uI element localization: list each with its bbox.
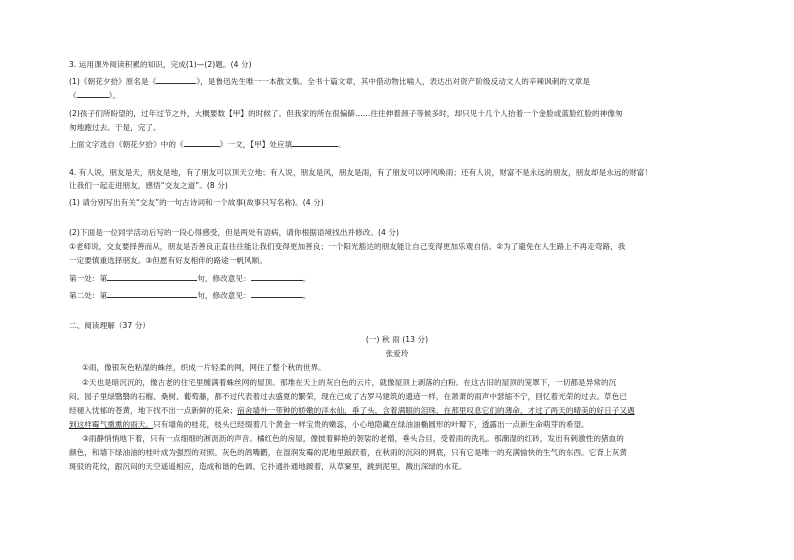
q3-part1-line1 [69, 75, 590, 87]
q4-fix2-a: 第二处：第 [69, 291, 108, 300]
reading-para2-line4 [69, 419, 589, 430]
q4-fix1-blank-advice[interactable] [251, 272, 303, 281]
reading-para2-line2: 闷。园子里绿翳翳的石榴、桑树、葡萄藤，都不过代表着过去盛夏的繁荣，现在已成了古罗马建筑的遗迹一样，在萧萧的雨声中瑟缩不宁，回忆着光荣的过去。草色已 [69, 392, 627, 401]
q4-sub1: (1) 请分别写出有关“交友”的一句古诗词和一个故事(故事只写名称)。(4 分) [69, 198, 324, 207]
q4-sub2: (2)下面是一位同学活动后写的一段心得感受，但是两处有语病，请你根据语境找出并修改。(4 分) [69, 228, 400, 237]
reading-para3-line3: 斑驳的花纹，跟沉闷的天空遥遥相应，造成和谐的色调。它扑通扑通地踱着，从草窠里，跳到泥里，溅出深绿的水花。 [69, 462, 467, 471]
q4-intro-line2: 让我们一起走进朋友，感悟“交友之道”。(8 分) [69, 181, 228, 190]
q3-p2-blank-title[interactable] [184, 138, 220, 147]
q3-p2-text-b: 》一文，【甲】处应填 [219, 140, 293, 149]
q4-fix1-blank-sentence[interactable] [107, 272, 197, 281]
q3-p1-blank-article[interactable] [77, 89, 109, 98]
q3-part1-line2 [69, 89, 120, 101]
q4-fix1-c: 。 [302, 274, 311, 283]
q4-fix1-b: 句，修改意见： [197, 274, 251, 283]
reading-para2-line1: ②天也是暗沉沉的，像古老的住宅里缠满着蛛丝网的屋顶。那堆在天上的灰白色的云片，就像屋顶上剥落的白粉。在这古旧的屋顶的笼罩下，一切都是异常的沉 [82, 378, 617, 387]
reading-subtitle: (一) 秋 雨 (13 分) [365, 335, 429, 344]
q3-p1-text-d: 》。 [108, 91, 121, 100]
para2-line3-underlined: 宿舍墙外一带种的娇嫩的洋水仙，垂了头，含着满眼的泪珠，在那里叹息它们的薄命，才过了两天的晴美的好日子又遇 [237, 406, 635, 415]
para2-line4-underlined: 到这样霉气熏熏的雨天。 [69, 420, 154, 429]
reading-para3-line1: ③雨静悄悄地下着，只有一点细细的淅沥沥的声音。橘红色的房屋，像披着鲜艳的袈裟的老僧，垂头合目，受着雨的洗礼。那潮湿的红砖，发出有刺激性的猪血的 [82, 434, 624, 443]
reading-author: 张爱玲 [385, 349, 409, 358]
q4-fix2 [69, 289, 310, 301]
reading-para2-line3 [69, 405, 635, 416]
q3-p1-text-a: (1)《朝花夕拾》原名是《 [69, 77, 157, 86]
q3-intro: 3. 运用课外阅读积累的知识，完成(1)—(2)题。(4 分) [69, 60, 252, 69]
q4-fix2-blank-advice[interactable] [251, 289, 303, 298]
para2-line4-plain: 只有墙角的桂花，枝头已经缀着几个黄金一样宝贵的嫩蕊，小心地隐藏在绿油油椭圆形的叶瓣下，透露出一点新生命萌芽的希望。 [153, 420, 589, 429]
q3-part2-line1: (2)孩子们所盼望的，过年过节之外，大概要数【甲】的时候了。但我家的所在很偏僻……往往伸着颈子等候多时，却只见十几个人抬着一个金脸或蓝脸红脸的神像匆 [69, 109, 623, 118]
q3-p2-text-a: 上面文字选自《朝花夕拾》中的《 [69, 140, 184, 149]
q4-fix2-c: 。 [302, 291, 311, 300]
q4-fix1-a: 第一处：第 [69, 274, 108, 283]
section2-heading: 二、阅读理解（37 分） [69, 321, 151, 330]
q3-part2-line2: 匆地跑过去。于是，完了。 [69, 123, 161, 132]
reading-para1: ①雨，像银灰色粘湿的蛛丝，织成一片轻柔的网，网住了整个秋的世界。 [82, 363, 326, 372]
q4-intro-line1: 4. 有人说，朋友是天，朋友是地，有了朋友可以顶天立地；有人说，朋友是风，朋友是雨，有了朋友可以呼风唤雨；还有人说，财富不是永远的朋友，朋友却是永远的财富！ [69, 168, 653, 177]
q3-p2-text-c: 。 [338, 140, 346, 149]
q3-p1-text-b: 》，是鲁迅先生唯一一本散文集。全书十篇文章，其中借动物比喻人，表达出对资产阶级反动文人的辛辣讽刺的文章是 [196, 77, 591, 86]
q4-sub2-text-line2: 一定要慎重选择朋友。③但愿有好友相伴的路途一帆风顺。 [69, 256, 267, 265]
q3-p2-blank-jia[interactable] [292, 138, 338, 147]
q3-p1-blank-original-name[interactable] [156, 75, 196, 84]
q4-fix2-b: 句，修改意见： [197, 291, 251, 300]
q4-fix2-blank-sentence[interactable] [107, 289, 197, 298]
para2-line3-plain: 经褪入忧郁的苍黄，地下找不出一点新鲜的花朵； [69, 406, 238, 415]
q3-p1-text-c: 《 [69, 91, 77, 100]
q4-fix1 [69, 272, 310, 284]
q3-part2-line3 [69, 138, 346, 150]
reading-para3-line2: 颜色，和墙下绿油油的桂叶成为强烈的对照。灰色的鸽嘴鹳，在湿润发霉的泥地里踉跃着，在秋雨的沉闷的网底，只有它是唯一的充满愉快的生气的东西。它背上灰黄 [69, 448, 627, 457]
q4-sub2-text-line1: ①老师说，交友要择善而从，朋友是否善良正直往往能让我们变得更加善良；一个阳光豁达的朋友能让自己变得更加乐观自信。②为了避免在人生路上不再走弯路，我 [69, 242, 626, 251]
